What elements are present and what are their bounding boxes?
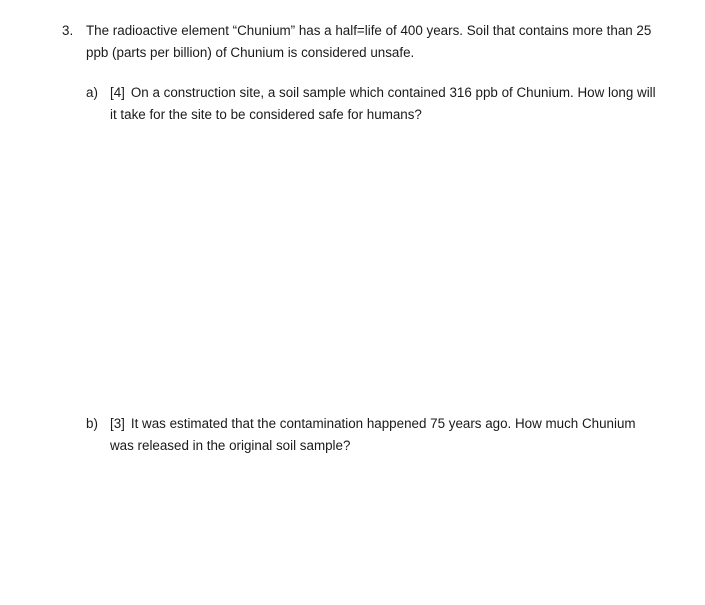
part-b-prompt: It was estimated that the contamination happened 75 years ago. How much Chunium was released in the original soil sample? [110,416,636,453]
question-row [62,20,662,64]
question-stem: The radioactive element “Chunium” has a half=life of 400 years. Soil that contains more than 25 ppb (parts per billion) of Chunium is considered unsafe. [86,23,652,60]
part-a-answer-space [86,130,656,400]
question-3 [62,20,662,64]
part-b-label: b) [86,416,98,431]
question-number: 3. [62,23,74,38]
part-b-marks: [3] [110,416,125,431]
part-b [86,413,656,457]
part-a-label: a) [86,85,98,100]
part-a-prompt: On a construction site, a soil sample which contained 316 ppb of Chunium. How long will it take for the site to be considered safe for humans? [110,85,656,122]
part-b-text-block [110,413,656,457]
part-a-marks: [4] [110,85,125,100]
part-a [86,82,656,126]
part-a-text-block [110,82,656,126]
part-b-answer-space [86,460,656,590]
